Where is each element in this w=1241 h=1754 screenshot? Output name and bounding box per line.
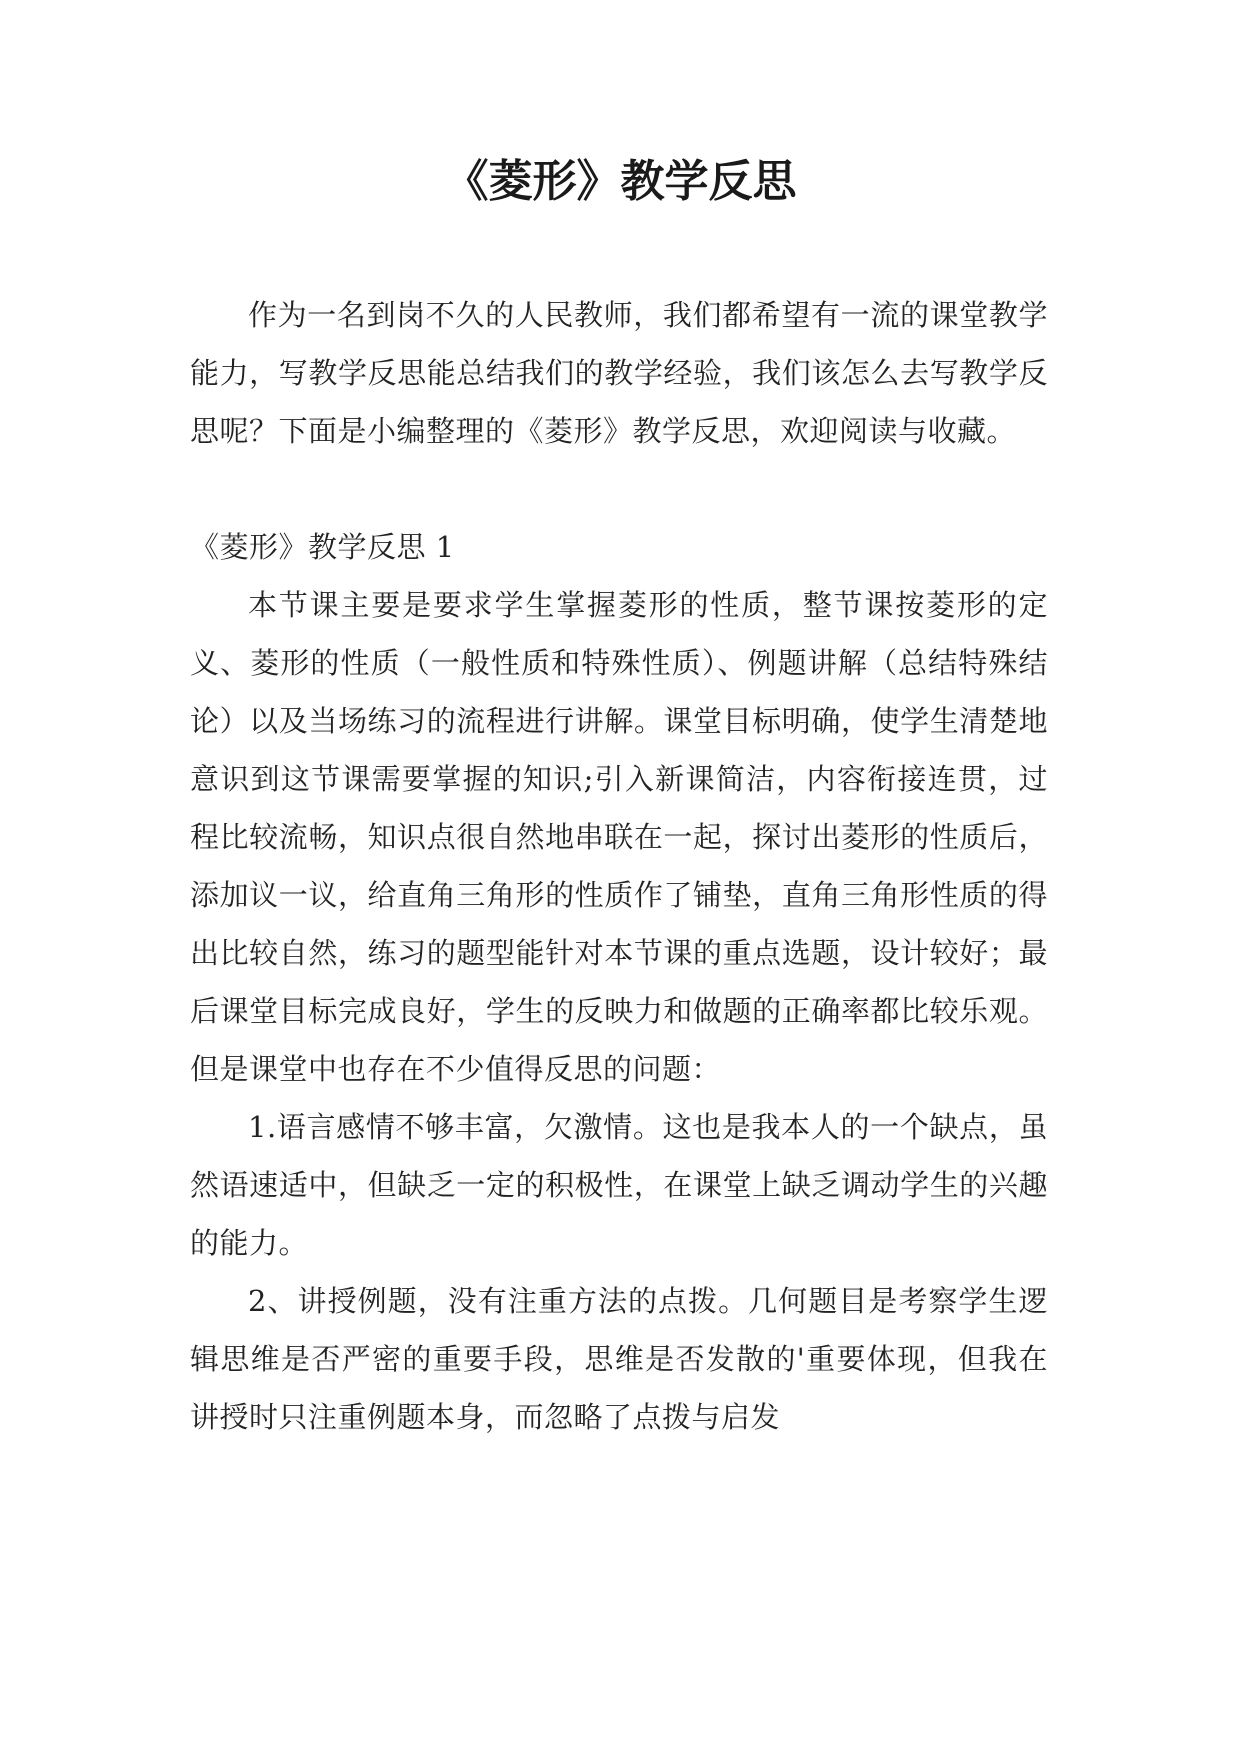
- body-paragraph: 2、讲授例题，没有注重方法的点拨。几何题目是考察学生逻辑思维是否严密的重要手段，思维是否发散的'重要体现，但我在讲授时只注重例题本身，而忽略了点拨与启发: [190, 1284, 1048, 1434]
- section-1: [190, 518, 1048, 1446]
- document-title: 《菱形》教学反思: [444, 156, 797, 207]
- section-heading: 《菱形》教学反思 1: [190, 530, 455, 564]
- intro-paragraph: 作为一名到岗不久的人民教师，我们都希望有一流的课堂教学能力，写教学反思能总结我们的教学经验，我们该怎么去写教学反思呢？下面是小编整理的《菱形》教学反思，欢迎阅读与收藏。: [190, 298, 1048, 448]
- body-paragraph: 1.语言感情不够丰富，欠激情。这也是我本人的一个缺点，虽然语速适中，但缺乏一定的积极性，在课堂上缺乏调动学生的兴趣的能力。: [190, 1110, 1048, 1260]
- document-body: [190, 286, 1048, 1446]
- body-paragraph: 本节课主要是要求学生掌握菱形的性质，整节课按菱形的定义、菱形的性质（一般性质和特殊性质）、例题讲解（总结特殊结论）以及当场练习的流程进行讲解。课堂目标明确，使学生清楚地意识到这节课需要掌握的知识;引入新课简洁，内容衔接连贯，过程比较流畅，知识点很自然地串联在一起，探讨出菱形的性质后，添加议一议，给直角三角形的性质作了铺垫，直角三角形性质的得出比较自然，练习的题型能针对本节课的重点选题，设计较好；最后课堂目标完成良好，学生的反映力和做题的正确率都比较乐观。但是课堂中也存在不少值得反思的问题：: [190, 588, 1048, 1086]
